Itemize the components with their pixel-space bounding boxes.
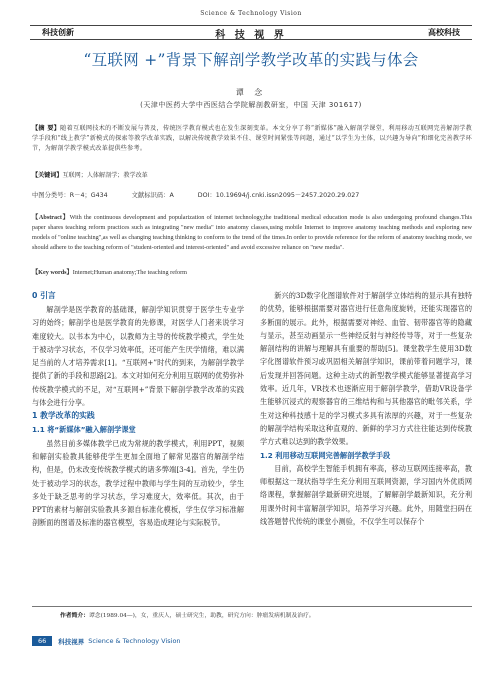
author-footnote — [60, 610, 315, 619]
paragraph-3d-atlas: 新兴的3D数字化图谱软件对于解剖学立体结构的显示具有独特的优势，能够根据需要对器官进行任意角度旋转，还能实现器官的多断面的展示。此外，根据需要对神经、血管、韧带器官等的隐藏与显示，甚至动画显示一些神经反射与神经传导等，对于一些复杂解剖结构的讲解与理解具有重要的帮助[5]。课堂教学生使用3D数字化图谱软件预习或巩固相关解剖学知识，课前带着问题学习，课后发现并回答问题。这种主动式的新型教学模式能够显著提高学习效率。近几年，VR技术也逐渐应用于解剖学教学，借助VR设备学生能够沉浸式的观察器官的三维结构和与其他器官的毗邻关系，学生对这种科技感十足的学习模式多具有浓厚的兴趣，对于一些复杂的解剖学结构采取这种直观的、新鲜的学习方式往往能达到传统教学方式难以达到的教学效果。 — [260, 291, 472, 447]
paragraph-mobile-internet: 目前，高校学生智能手机拥有率高，移动互联网连接率高，教师根据这一现状指导学生充分利用互联网资源，学习国内外优质网络课程，掌握解剖学最新研究进展，了解解剖学最新知识，充分利用课外时间丰富解剖学知识，培养学习兴趣。此外，用随堂扫码在线答题替代传统的课堂小测验，不仅学生可以保存个 — [260, 463, 472, 527]
keywords-cn-label: 【关键词】 — [32, 172, 63, 179]
keywords-en — [32, 267, 187, 276]
footnote-divider — [32, 606, 472, 607]
abstract-cn-text: 随着互联网技术的不断发展与普及，传统医学教育模式也在发生深刻变革。本文分享了将“新媒体”融入解剖学课堂，利用移动互联网完善解剖学教学手段和“线上教学”新模式的探索等教学改革实践，以解决传统教学效果不佳、课堂时间紧张等问题，通过“以学生为主体，以兴趣为导向”和细化完善教学环节，为解剖学教学模式改革提供些参考。 — [32, 125, 472, 153]
abstract-en — [32, 213, 472, 253]
footnote-text: 谭念(1989.04—)，女，重庆人，硕士研究生，助教，研究方向：肿瘤发病机制及治疗。 — [89, 613, 315, 619]
paragraph-introduction: 解剖学是医学教育的基础课，解剖学知识贯穿于医学生专业学习的始终；解剖学也是医学教育的先修课，对医学人门者来说学习难度较大。以书本为中心，以教师为主导的传统教学模式，学生处于被动学习状态，不仅学习效率低，还可能产生厌学情绪，难以满足当前的人才培养需求[1]。“互联网+”时代的到来，为解剖学教学提供了新的手段和思路[2]。本文对如何充分利用互联网的优势弥补传统教学模式的不足，对“互联网+”背景下解剖学教学改革的实践与体会进行分享。 — [32, 305, 244, 408]
article-title: “互联网 +”背景下解剖学教学改革的实践与体会 — [83, 51, 419, 69]
section-heading-practice: 1 教学改革的实践 — [32, 411, 95, 421]
body-column-right — [260, 289, 472, 528]
header-journal-title: 科 技 视 界 — [215, 30, 287, 41]
abstract-cn — [32, 124, 472, 155]
abstract-en-text: With the continuous development and popularization of internet technology,the traditional medical education mode is also undergoing profound changes.This paper shares teaching reform practices such as integrating "new media" into anatomy classes,using mobile Internet to improve anatomy teaching methods and exploring new models of "online teaching",as well as changing teaching thinking to conform to the trend of the times.In order to provide reference for the reform of anatomy teaching mode, we should adhere to the teaching reform of "student-oriented and interest-oriented" and avoid excessive reliance on "new media". — [32, 214, 472, 251]
abstract-cn-label: 【摘 要】 — [32, 125, 61, 132]
keywords-en-text: Internet;Human anatomy;The teaching reform — [72, 269, 187, 276]
keywords-en-label: 【Key words】 — [32, 269, 73, 276]
header-right-label: 高校科技 — [428, 28, 460, 37]
footer-journal-cn: 科技视界 — [58, 637, 85, 646]
page-footer — [32, 635, 181, 647]
keywords-cn-text: 互联网；人体解剖学；教学改革 — [62, 172, 148, 179]
page-number: 66 — [32, 636, 52, 646]
keywords-cn — [32, 170, 148, 179]
header-left-label: 科技创新 — [42, 28, 74, 37]
section-heading-introduction: 0 引言 — [32, 291, 56, 300]
classification-line — [32, 190, 472, 199]
class-number: 中图分类号：R－4；G434 — [32, 192, 108, 199]
journal-top-line: Science & Technology Vision — [200, 10, 302, 17]
subsection-heading-new-media: 1.1 将“新媒体”融入解剖学课堂 — [32, 425, 136, 435]
abstract-en-label: 【Abstract】 — [32, 214, 70, 221]
document-code: 文献标识码：A — [131, 192, 174, 199]
doi: DOI：10.19694/j.cnki.issn2095－2457.2020.29.027 — [197, 192, 360, 199]
body-column-left — [32, 289, 244, 530]
running-header — [30, 25, 472, 40]
footer-journal-en: Science & Technology Vision — [88, 637, 181, 645]
article-author: 谭 念 — [235, 88, 267, 97]
footnote-label: 作者简介： — [60, 613, 89, 619]
paragraph-new-media: 虽然目前多媒体教学已成为常规的教学模式，利用PPT，视频和解剖实验教具能够使学生更加全面地了解常见器官的解剖学结构，但是，仍未改变传统教学模式的诸多弊端[3-4]。首先，学生仍处于被动学习的状态，教学过程中教师与学生间的互动较少，学生多处于缺乏思考的学习状态，学习难度大，效率低。其次，由于PPT的素材与解剖实验教具多源自标准化模板，学生仅学习标准解剖断面的图谱及标准的器官模型，容易造成理论与实际脱节。 — [32, 438, 244, 528]
subsection-heading-mobile-internet: 1.2 利用移动互联网完善解剖学教学手段 — [260, 450, 391, 460]
article-affiliation: (天津中医药大学中西医结合学院解剖教研室，中国 天津 301617) — [140, 101, 362, 109]
